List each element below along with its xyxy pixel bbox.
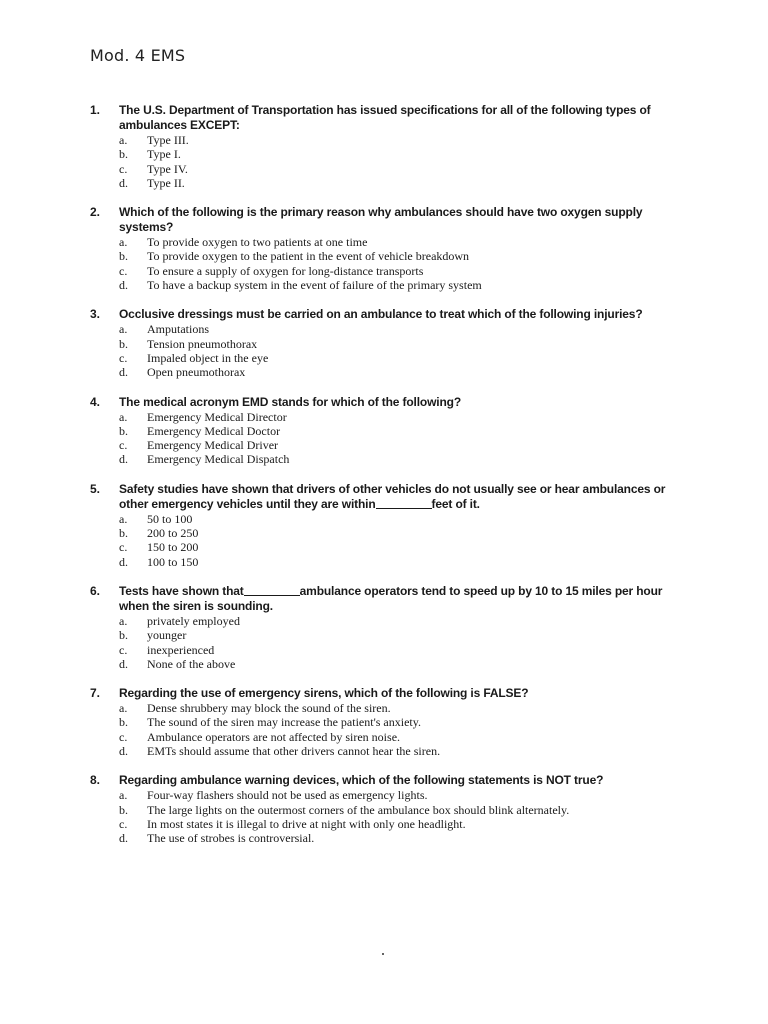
question-2 [90,205,680,292]
option-text: To provide oxygen to the patient in the event of vehicle breakdown [147,249,470,264]
answer-option [90,831,680,845]
question-stem-text: Regarding the use of emergency sirens, which of the following is FALSE? [119,686,529,701]
option-text: 150 to 200 [147,540,199,555]
question-stem [119,395,680,410]
answer-option [90,162,680,176]
question-stem-text: Which of the following is the primary reason why ambulances should have two oxygen supply systems? [119,205,646,235]
option-text: Type II. [147,175,185,190]
option-text: Ambulance operators are not affected by siren noise. [147,729,401,744]
option-letter: d. [119,554,128,569]
answer-options [90,133,680,190]
option-letter: c. [119,729,128,744]
option-text: Type I. [147,147,181,162]
answer-option [90,410,680,424]
option-text: Four-way flashers should not be used as emergency lights. [147,788,428,803]
option-text: Emergency Medical Driver [147,438,279,453]
option-letter: a. [119,613,128,628]
answer-option [90,147,680,161]
answer-option [90,322,680,336]
question-stem-text: The U.S. Department of Transportation has issued specifications for all of the following types of ambulances EXCEPT: [119,103,654,132]
page-marker-dot [382,953,384,955]
question-3 [90,307,680,379]
option-text: Open pneumothorax [147,365,246,380]
option-letter: a. [119,701,128,716]
question-number: 4. [90,394,101,409]
question-list [90,103,680,861]
answer-option [90,278,680,292]
question-4 [90,395,680,467]
option-text: None of the above [147,656,236,671]
fill-in-blank [376,497,432,509]
answer-option [90,643,680,657]
answer-options [90,701,680,758]
question-stem [119,307,680,322]
option-letter: d. [119,365,128,380]
answer-option [90,365,680,379]
question-number: 3. [90,307,101,322]
answer-option [90,803,680,817]
option-letter: b. [119,147,128,162]
question-stem [119,686,680,701]
question-stem [119,584,680,614]
answer-option [90,526,680,540]
option-letter: c. [119,540,128,555]
answer-option [90,235,680,249]
option-letter: a. [119,235,128,250]
option-text: Tension pneumothorax [147,336,258,351]
option-letter: b. [119,802,128,817]
option-letter: c. [119,350,128,365]
option-text: In most states it is illegal to drive at night with only one headlight. [147,816,466,831]
option-text: The sound of the siren may increase the patient's anxiety. [147,715,421,730]
answer-option [90,555,680,569]
option-letter: d. [119,831,128,846]
question-6 [90,584,680,671]
option-text: Dense shrubbery may block the sound of the siren. [147,701,391,716]
question-stem-text: Tests have shown that [119,583,244,598]
answer-option [90,512,680,526]
option-text: 50 to 100 [147,511,193,526]
answer-option [90,351,680,365]
option-letter: c. [119,642,128,657]
answer-option [90,788,680,802]
option-letter: b. [119,249,128,264]
answer-option [90,452,680,466]
answer-options [90,410,680,467]
question-number: 7. [90,686,101,701]
option-letter: a. [119,511,128,526]
option-letter: c. [119,438,128,453]
option-letter: a. [119,409,128,424]
answer-option [90,701,680,715]
answer-options [90,235,680,292]
answer-option [90,438,680,452]
option-text: To provide oxygen to two patients at one time [147,235,368,250]
option-text: The large lights on the outermost corners of the ambulance box should blink alternately. [147,802,570,817]
option-letter: b. [119,628,128,643]
option-text: younger [147,628,187,643]
option-letter: d. [119,278,128,293]
answer-option [90,540,680,554]
option-letter: c. [119,161,128,176]
option-text: The use of strobes is controversial. [147,831,315,846]
option-text: 200 to 250 [147,526,199,541]
option-text: Type IV. [147,161,188,176]
answer-option [90,249,680,263]
answer-options [90,788,680,845]
option-text: Emergency Medical Dispatch [147,452,290,467]
option-letter: a. [119,133,128,147]
option-letter: d. [119,744,128,759]
answer-option [90,715,680,729]
option-letter: b. [119,526,128,541]
question-stem-text: Safety studies have shown that drivers of other vehicles do not usually see or hear ambulances or other emergency vehicles until they are within [119,481,669,511]
answer-options [90,512,680,569]
question-number: 6. [90,583,101,598]
option-text: Emergency Medical Doctor [147,423,281,438]
answer-option [90,744,680,758]
answer-option [90,730,680,744]
answer-option [90,264,680,278]
question-number: 8. [90,773,101,788]
answer-option [90,337,680,351]
option-letter: d. [119,175,128,190]
option-letter: c. [119,263,128,278]
option-text: Type III. [147,133,189,147]
option-letter: a. [119,788,128,803]
question-number: 5. [90,481,101,496]
answer-option [90,424,680,438]
option-text: To ensure a supply of oxygen for long-distance transports [147,263,424,278]
question-stem-text: The medical acronym EMD stands for which of the following? [119,394,462,409]
answer-option [90,614,680,628]
option-text: privately employed [147,613,240,628]
option-text: 100 to 150 [147,554,199,569]
option-text: Amputations [147,322,209,337]
question-stem [119,773,680,788]
document-title: Mod. 4 EMS [90,46,186,65]
fill-in-blank [244,584,300,596]
question-number: 2. [90,205,101,220]
option-letter: b. [119,423,128,438]
question-stem [119,103,680,133]
question-8 [90,773,680,845]
answer-option [90,176,680,190]
option-text: EMTs should assume that other drivers cannot hear the siren. [147,744,441,759]
option-letter: d. [119,452,128,467]
answer-option [90,817,680,831]
question-1 [90,103,680,190]
question-stem [119,205,680,235]
question-7 [90,686,680,758]
option-letter: b. [119,336,128,351]
question-stem-text: ambulance operators tend to speed up by 10 to 15 miles per hour when the siren is sounding. [119,583,666,613]
option-text: inexperienced [147,642,215,657]
option-text: Emergency Medical Director [147,409,287,424]
question-stem-text: Occlusive dressings must be carried on an ambulance to treat which of the following injuries? [119,307,643,322]
answer-option [90,657,680,671]
option-letter: a. [119,322,128,337]
question-5 [90,482,680,569]
option-letter: d. [119,656,128,671]
answer-option [90,133,680,147]
question-stem-text: Regarding ambulance warning devices, which of the following statements is NOT true? [119,773,604,788]
answer-option [90,628,680,642]
answer-options [90,322,680,379]
option-letter: c. [119,816,128,831]
question-number: 1. [90,103,101,117]
option-text: Impaled object in the eye [147,350,269,365]
question-stem-text: feet of it. [431,496,480,511]
question-stem [119,482,680,512]
answer-options [90,614,680,671]
option-letter: b. [119,715,128,730]
option-text: To have a backup system in the event of failure of the primary system [147,278,482,293]
